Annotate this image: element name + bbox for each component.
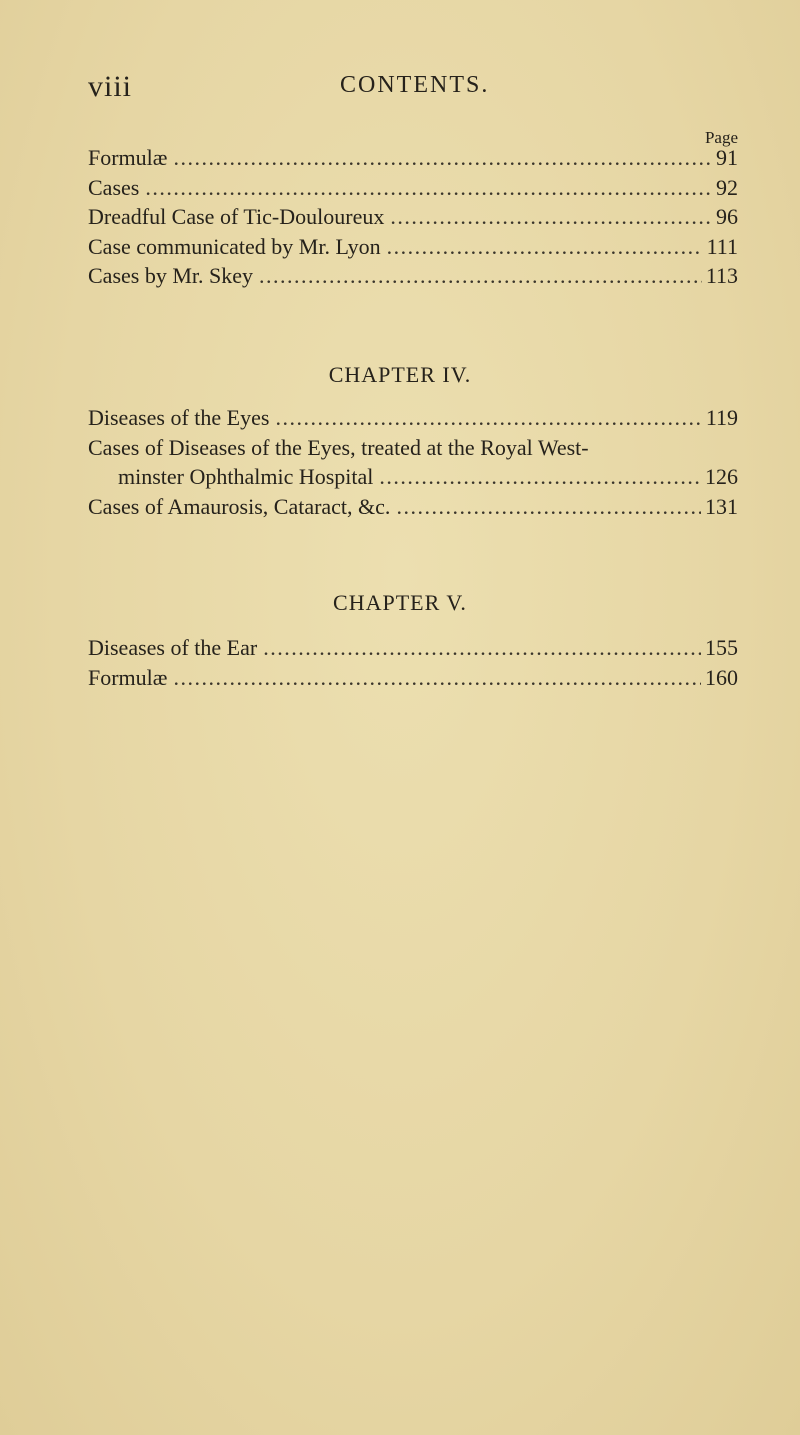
entry-title: minster Ophthalmic Hospital [118,464,374,489]
entry-title: Case communicated by Mr. Lyon [88,233,381,259]
toc-entry [88,143,738,173]
entry-page: 91 [716,145,738,170]
entry-page: 113 [705,263,738,288]
toc-entry [88,663,738,693]
toc-entry [88,403,738,433]
dot-leader [390,202,712,232]
running-head-title: CONTENTS. [340,72,490,98]
toc-entry [88,202,738,232]
toc-section-chapter-iv [88,403,738,521]
entry-title: Cases of Amaurosis, Cataract, &c. [88,493,391,519]
entry-title: Diseases of the Eyes [88,405,270,430]
toc-entry [88,261,738,291]
entry-title: Formulæ [88,664,168,690]
chapter-v-heading: CHAPTER V. [333,590,467,615]
chapter-iv-heading: CHAPTER IV. [328,362,472,387]
page-column-label: Page [704,128,738,147]
toc-entry [88,232,738,262]
entry-page: 131 [705,493,738,519]
entry-page: 119 [705,405,738,430]
toc-section-continued [88,143,738,291]
entry-title: Cases by Mr. Skey [88,263,253,288]
dot-leader [173,143,712,173]
toc-section-chapter-v [88,633,738,692]
entry-page: 96 [716,204,738,229]
entry-title-line1: Cases of Diseases of the Eyes, treated at the Royal West- [88,434,589,460]
dot-leader [275,403,701,433]
dot-leader [263,633,701,663]
toc-entry [88,492,738,522]
entry-title: Diseases of the Ear [88,635,258,660]
dot-leader [396,492,701,522]
running-head [88,70,738,110]
dot-leader [259,261,702,291]
entry-page: 92 [716,174,738,200]
entry-title: Cases [88,174,140,200]
entry-page: 160 [705,664,738,690]
dot-leader [379,462,701,492]
entry-page: 155 [705,635,738,660]
entry-page: 111 [706,233,738,259]
toc-entry [88,173,738,203]
entry-title: Formulæ [88,145,168,170]
entry-title: Dreadful Case of Tic-Douloureux [88,204,385,229]
toc-entry [88,633,738,663]
dot-leader [173,663,701,693]
dot-leader [145,173,712,203]
toc-entry [88,462,738,492]
dot-leader [387,232,703,262]
page-folio: viii [88,70,133,103]
entry-page: 126 [705,464,738,489]
